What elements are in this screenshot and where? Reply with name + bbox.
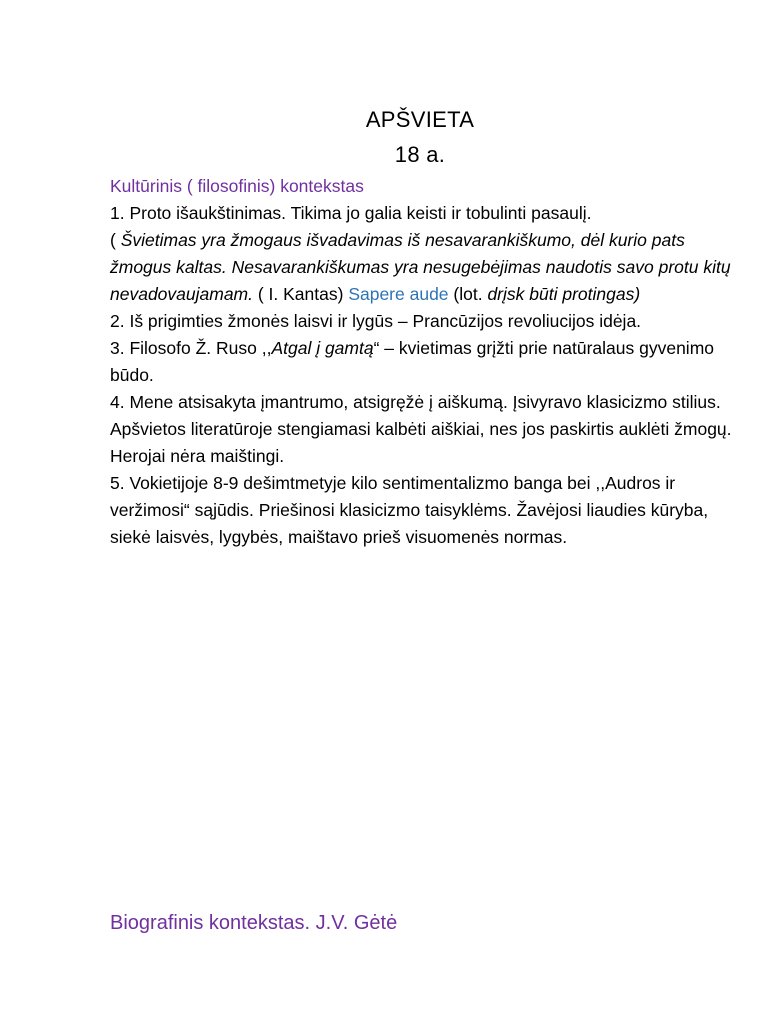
biography-heading: Biografinis kontekstas. J.V. Gėtė <box>110 912 398 934</box>
latin-phrase: Sapere aude <box>348 284 449 304</box>
paragraph-1: 1. Proto išaukštinimas. Tikima jo galia keisti ir tobulinti pasaulį. <box>110 203 592 223</box>
paragraph-4 <box>110 335 738 389</box>
page-title: APŠVIETA <box>365 107 475 132</box>
document-body <box>110 173 738 551</box>
paragraph-6: 5. Vokietijoje 8-9 dešimtmetyje kilo sentimentalizmo banga bei ,,Audros ir veržimosi“ sąjūdis. Priešinosi klasicizmo taisyklėms. Žavėjosi liaudies kūryba, siekė laisvės, lygybės, maištavo prieš visuomenės normas. <box>110 473 709 547</box>
rousseau-quote: Atgal į gamtą <box>271 338 374 358</box>
paragraph-3: 2. Iš prigimties žmonės laisvi ir lygūs – Prancūzijos revoliucijos idėja. <box>110 311 642 331</box>
latin-note: (lot. <box>448 284 488 304</box>
kant-quote: Švietimas yra žmogaus išvadavimas iš nesavarankiškumo, dėl kurio pats žmogus kaltas. Nesavarankiškumas yra nesugebėjimas naudotis savo protu kitų nevadovaujamam. <box>110 230 731 304</box>
paragraph-4-post: “ – kvietimas grįžti prie natūralaus gyvenimo būdo. <box>110 338 715 385</box>
page-subtitle-century: 18 a. <box>394 142 446 167</box>
kant-author: ( I. Kantas) <box>253 284 349 304</box>
paragraph-5: 4. Mene atsisakyta įmantrumo, atsigręžė į aiškumą. Įsivyravo klasicizmo stilius. Apšvietos literatūroje stengiamasi kalbėti aiškiai, nes jos paskirtis auklėti žmogų. Herojai nėra maištingi. <box>110 392 732 466</box>
paragraph-2-open: ( <box>110 230 121 250</box>
section-heading: Kultūrinis ( filosofinis) kontekstas <box>110 176 364 196</box>
paragraph-4-pre: 3. Filosofo Ž. Ruso ,, <box>110 338 272 358</box>
paragraph-2 <box>110 227 738 308</box>
latin-translation: drįsk būti protingas) <box>487 284 641 304</box>
